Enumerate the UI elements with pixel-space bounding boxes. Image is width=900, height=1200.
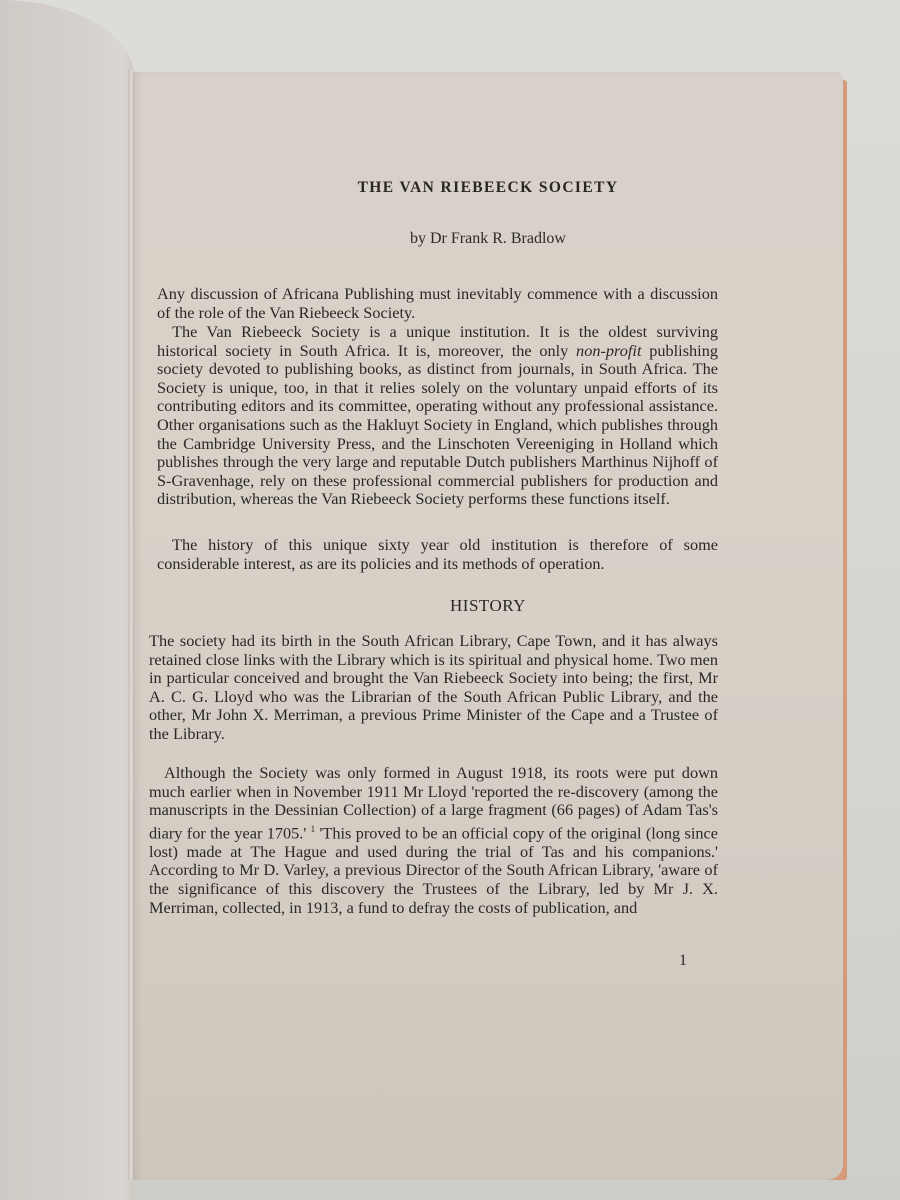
page-number: 1 xyxy=(679,952,687,969)
page-content xyxy=(133,72,843,1180)
document-page xyxy=(133,72,843,1180)
section-heading-history: HISTORY xyxy=(450,596,526,615)
paragraph-text: The Van Riebeeck Society is a unique institution. It is the oldest surviving historical society in South Africa. It is, moreover, the only xyxy=(157,322,718,360)
paragraph-text: Although the Society was only formed in August 1918, its roots were put down much earlier when in November 1911 Mr Lloyd 'reported the re-discovery (among the manuscripts in the Dessinian Collection) of a large fragment (66 pages) of Adam Tas's diary for the year 1705.' xyxy=(149,763,718,843)
paragraph-text: Any discussion of Africana Publishing must inevitably commence with a discussion of the role of the Van Riebeeck Society. xyxy=(157,284,718,322)
paragraph-text: 'This proved to be an official copy of the original (long since lost) made at The Hague and used during the trial of Tas and his companions.' According to Mr D. Varley, a previous Director of the South African Library, 'aware of the significance of this discovery the Trustees of the Library, led by Mr J. X. Merriman, collected, in 1913, a fund to defray the costs of publication, and xyxy=(149,823,718,917)
page-spine-edge xyxy=(128,70,132,1180)
intro-paragraph-2 xyxy=(157,323,718,509)
paragraph-text: The society had its birth in the South African Library, Cape Town, and it has always retained close links with the Library which is its spiritual and physical home. Two men in particular conceived and brought the Van Riebeeck Society into being; the first, Mr A. C. G. Lloyd who was the Librarian of the South African Public Library, and the other, Mr John X. Merriman, a previous Prime Minister of the Cape and a Trustee of the Library. xyxy=(149,631,718,743)
facing-page-left xyxy=(0,0,134,1200)
paragraph-text: publishing society devoted to publishing books, as distinct from journals, in South Africa. The Society is unique, too, in that it relies solely on the voluntary unpaid efforts of its contributing editors and its committee, operating without any professional assistance. Other organisations such as the Hakluyt Society in England, which publishes through the Cambridge University Press, and the Linschoten Vereeniging in Holland which publishes through the very large and reputable Dutch publishers Marthinus Nijhoff of S-Gravenhage, rely on these professional commercial publishers for production and distribution, whereas the Van Riebeeck Society performs these functions itself. xyxy=(157,340,718,509)
history-paragraph-1 xyxy=(149,632,718,744)
history-paragraph-2 xyxy=(149,764,718,917)
article-title: THE VAN RIEBEECK SOCIETY xyxy=(357,179,619,196)
intro-paragraph-1 xyxy=(157,285,718,322)
author-byline: by Dr Frank R. Bradlow xyxy=(410,230,566,247)
emphasis-non-profit: non-profit xyxy=(576,340,642,360)
paragraph-text: The history of this unique sixty year old institution is therefore of some considerable interest, as are its policies and its methods of operation. xyxy=(157,535,718,573)
intro-paragraph-3 xyxy=(157,536,718,573)
footnote-marker: 1 xyxy=(310,823,316,834)
